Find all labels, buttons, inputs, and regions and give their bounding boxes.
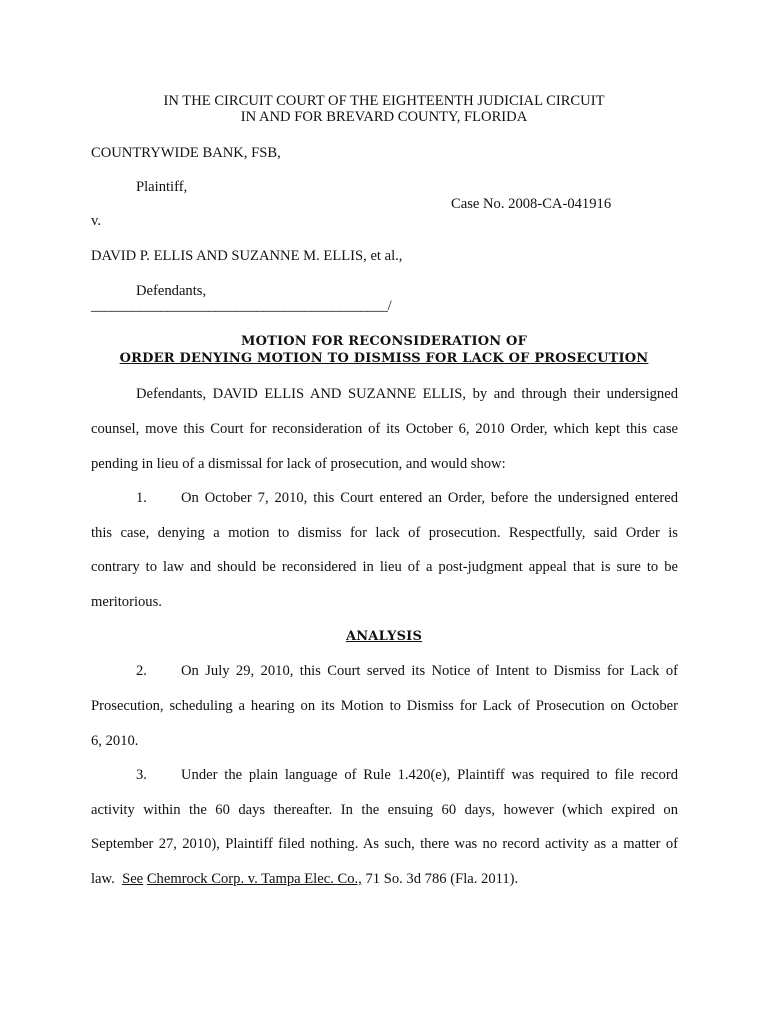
intro-line1: Defendants, DAVID ELLIS AND SUZANNE ELLIS, by and through their undersigned (136, 386, 678, 402)
plaintiff-name: COUNTRYWIDE BANK, FSB, (91, 145, 281, 161)
para3-case-name: Chemrock Corp. v. Tampa Elec. Co., (146, 871, 362, 887)
para2-line1: On July 29, 2010, this Court served its Notice of Intent to Dismiss for Lack of (181, 663, 678, 679)
plaintiff-role: Plaintiff, (136, 179, 188, 195)
intro-line2: counsel, move this Court for reconsideration of its October 6, 2010 Order, which kept this case (91, 421, 678, 437)
para1-line3: contrary to law and should be reconsidered in lieu of a post-judgment appeal that is sure to be (91, 559, 678, 575)
para3-number: 3. (136, 767, 147, 783)
defendant-role: Defendants, (136, 283, 207, 299)
caption-signature-rule: ___________________________________________/ (91, 298, 392, 314)
para1-line2: this case, denying a motion to dismiss for lack of prosecution. Respectfully, said Order is (91, 525, 678, 541)
versus: v. (91, 213, 101, 229)
para1-line1: On October 7, 2010, this Court entered an Order, before the undersigned entered (181, 490, 678, 506)
para2-line2: Prosecution, scheduling a hearing on its Motion to Dismiss for Lack of Prosecution on October (91, 698, 678, 714)
para3-line4 (91, 870, 518, 888)
para3-law: law. (91, 871, 115, 887)
para2-number: 2. (136, 663, 147, 679)
para1-number: 1. (136, 490, 147, 506)
para3-line3: September 27, 2010), Plaintiff filed nothing. As such, there was no record activity as a matter of (91, 836, 678, 852)
defendant-names: DAVID P. ELLIS AND SUZANNE M. ELLIS, et al., (91, 248, 403, 264)
court-name-line2: IN AND FOR BREVARD COUNTY, FLORIDA (240, 109, 528, 125)
intro-line3: pending in lieu of a dismissal for lack of prosecution, and would show: (91, 456, 506, 472)
para3-line1: Under the plain language of Rule 1.420(e), Plaintiff was required to file record (181, 767, 678, 783)
motion-title-line1: MOTION FOR RECONSIDERATION OF (240, 334, 528, 349)
motion-title-line2: ORDER DENYING MOTION TO DISMISS FOR LACK OF PROSECUTION (119, 351, 649, 366)
para3-line2: activity within the 60 days thereafter. In the ensuing 60 days, however (which expired on (91, 802, 678, 818)
court-name-line1: IN THE CIRCUIT COURT OF THE EIGHTEENTH JUDICIAL CIRCUIT (163, 93, 605, 109)
para3-see-signal: See (122, 871, 144, 887)
para1-line4: meritorious. (91, 594, 162, 610)
para3-citation: 71 So. 3d 786 (Fla. 2011). (365, 871, 519, 887)
case-number: Case No. 2008-CA-041916 (451, 196, 612, 212)
para2-line3: 6, 2010. (91, 733, 139, 749)
analysis-heading: ANALYSIS (345, 629, 423, 644)
